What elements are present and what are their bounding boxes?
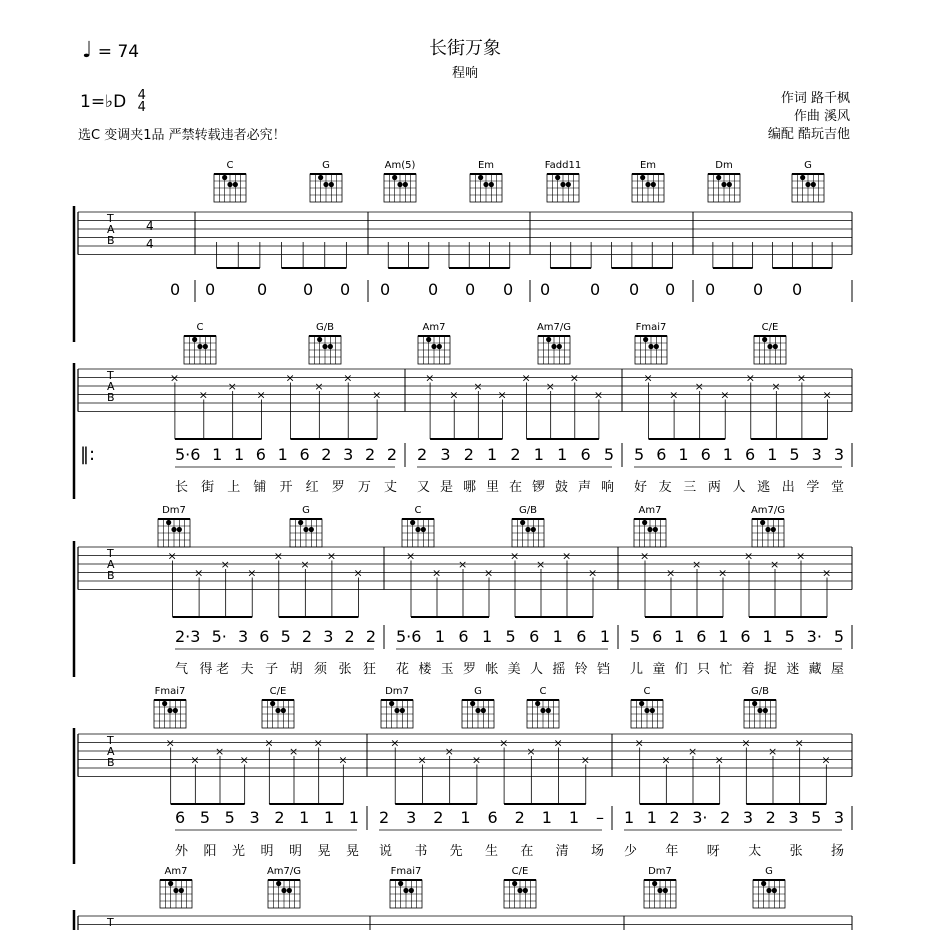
chord-name: Dm — [715, 160, 733, 171]
chord-name: Am7/G — [266, 866, 302, 877]
strum-x-mark: × — [661, 753, 671, 767]
chord-name: C — [196, 322, 204, 333]
finger-dot — [647, 527, 652, 532]
jianpu-measure: 5 6 1 6 1 6 1 5 3· 5 — [630, 627, 844, 646]
strum-x-mark: × — [425, 371, 435, 385]
finger-dot — [389, 701, 394, 706]
lyric-line: 花 楼 玉 罗 帐 美 人 摇 铃 铛 — [396, 662, 610, 677]
chord-name: Am7 — [164, 866, 188, 877]
strum-x-mark: × — [796, 549, 806, 563]
finger-dot — [303, 527, 308, 532]
strum-x-mark: × — [770, 558, 780, 571]
finger-dot — [644, 708, 649, 713]
finger-dot — [162, 701, 167, 706]
finger-dot — [560, 182, 565, 187]
jianpu-measure: 2·3 5· 3 6 5 2 3 2 2 — [175, 627, 376, 646]
tempo-marking: ♩ = 74 — [82, 38, 140, 63]
finger-dot — [437, 344, 442, 349]
composer: 作曲 溪风 — [793, 109, 850, 124]
strum-x-mark: × — [688, 745, 698, 758]
finger-dot — [166, 520, 171, 525]
finger-dot — [318, 175, 323, 180]
finger-dot — [752, 701, 757, 706]
strum-x-mark: × — [264, 736, 274, 750]
finger-dot — [403, 182, 408, 187]
chord-name: G — [302, 505, 310, 516]
chord-name: Em — [477, 160, 495, 171]
finger-dot — [546, 337, 551, 342]
strum-x-mark: × — [390, 736, 400, 750]
jianpu-measure: 6 5 5 3 2 1 1 1 — [175, 808, 359, 827]
strum-x-mark: × — [313, 736, 323, 750]
chord-name: C/E — [511, 866, 529, 877]
lyric-line: 气 得老 夫 子 胡 须 张 狂 — [175, 662, 376, 677]
finger-dot — [400, 708, 405, 713]
strum-x-mark: × — [593, 388, 604, 402]
finger-dot — [653, 527, 658, 532]
finger-dot — [203, 344, 208, 349]
strum-x-mark: × — [239, 753, 249, 767]
finger-dot — [398, 881, 403, 886]
finger-dot — [489, 182, 494, 187]
tab-clef-letter: B — [107, 756, 115, 769]
finger-dot — [483, 182, 488, 187]
beat-rest-number: 0 — [629, 280, 640, 299]
finger-dot — [645, 182, 650, 187]
finger-dot — [650, 708, 655, 713]
finger-dot — [173, 888, 178, 893]
strum-x-mark: × — [285, 371, 295, 385]
finger-dot — [757, 708, 762, 713]
jianpu-measure: 5 6 1 6 1 6 1 5 3 3 — [634, 445, 844, 464]
artist-name: 程响 — [451, 66, 478, 81]
jianpu-measure: 5·6 1 6 1 5 6 1 6 1 — [396, 627, 610, 646]
jianpu-measure: 5·6 1 1 6 1 6 2 3 2 2 — [175, 445, 397, 464]
strum-x-mark: × — [194, 566, 204, 580]
tab-clef-letter: T — [107, 369, 114, 382]
chord-name: Am7/G — [750, 505, 786, 516]
finger-dot — [475, 708, 480, 713]
finger-dot — [763, 708, 768, 713]
chord-name: C — [414, 505, 422, 516]
finger-dot — [557, 344, 562, 349]
finger-dot — [329, 182, 334, 187]
strum-x-mark: × — [745, 371, 755, 385]
strum-x-mark: × — [273, 549, 283, 563]
jianpu-measure: 2 3 2 1 2 1 1 6 5 — [417, 445, 614, 464]
strum-x-mark: × — [372, 388, 382, 402]
time-sig-tab: 4 — [146, 219, 154, 233]
finger-dot — [772, 888, 777, 893]
finger-dot — [760, 520, 765, 525]
beat-rest-number: 0 — [380, 280, 391, 299]
strum-x-mark: × — [553, 736, 563, 750]
strum-x-mark: × — [694, 380, 704, 393]
chord-name: Am(5) — [384, 160, 416, 171]
chord-name: G — [322, 160, 330, 171]
strum-x-mark: × — [473, 380, 483, 393]
finger-dot — [309, 527, 314, 532]
strum-x-mark: × — [821, 753, 831, 767]
strum-x-mark: × — [167, 549, 177, 563]
strum-x-mark: × — [545, 380, 555, 393]
finger-dot — [727, 182, 732, 187]
strum-x-mark: × — [718, 566, 728, 580]
chord-name: G/B — [316, 322, 334, 333]
chord-name: Dm7 — [648, 866, 672, 877]
lyricist: 作词 路千枫 — [780, 91, 850, 106]
chord-name: G — [804, 160, 812, 171]
chord-name: Am7/G — [536, 322, 572, 333]
finger-dot — [525, 527, 530, 532]
strum-x-mark: × — [588, 566, 598, 580]
lyric-line: 长 街 上 铺 开 红 罗 万 丈 — [175, 480, 397, 495]
beat-rest-number: 0 — [170, 280, 181, 299]
tab-clef-letter: B — [107, 569, 115, 582]
finger-dot — [773, 344, 778, 349]
finger-dot — [478, 175, 483, 180]
finger-dot — [410, 520, 415, 525]
tab-clef-letter: T — [107, 212, 114, 225]
finger-dot — [555, 175, 560, 180]
finger-dot — [470, 701, 475, 706]
finger-dot — [227, 182, 232, 187]
strum-x-mark: × — [794, 736, 804, 750]
finger-dot — [167, 708, 172, 713]
finger-dot — [517, 888, 522, 893]
strum-x-mark: × — [822, 566, 832, 580]
finger-dot — [287, 888, 292, 893]
beat-rest-number: 0 — [705, 280, 716, 299]
finger-dot — [663, 888, 668, 893]
strum-x-mark: × — [643, 371, 653, 385]
finger-dot — [328, 344, 333, 349]
finger-dot — [317, 337, 322, 342]
strum-x-mark: × — [353, 566, 363, 580]
chord-name: Am7 — [638, 505, 662, 516]
finger-dot — [281, 888, 286, 893]
finger-dot — [765, 527, 770, 532]
beat-rest-number: 0 — [465, 280, 476, 299]
strum-x-mark: × — [484, 566, 494, 580]
finger-dot — [323, 182, 328, 187]
strum-x-mark: × — [165, 736, 175, 750]
strum-x-mark: × — [449, 388, 459, 402]
tab-clef-letter: T — [107, 734, 114, 747]
beat-rest-number: 0 — [205, 280, 216, 299]
lyric-line: 儿 童 们 只 忙 着 捉 迷 藏 屋 — [630, 662, 844, 677]
strum-x-mark: × — [326, 549, 337, 563]
finger-dot — [179, 888, 184, 893]
finger-dot — [177, 527, 182, 532]
strum-x-mark: × — [406, 549, 416, 563]
chord-name: G — [765, 866, 773, 877]
finger-dot — [761, 881, 766, 886]
strum-x-mark: × — [714, 753, 724, 767]
beat-rest-number: 0 — [665, 280, 676, 299]
finger-dot — [639, 701, 644, 706]
time-sig-tab: 4 — [146, 237, 154, 251]
repeat-sign: ‖: — [80, 444, 96, 465]
arranger: 编配 酷玩吉他 — [767, 127, 850, 142]
finger-dot — [421, 527, 426, 532]
finger-dot — [546, 708, 551, 713]
finger-dot — [535, 701, 540, 706]
finger-dot — [222, 175, 227, 180]
finger-dot — [654, 344, 659, 349]
tab-clef-letter: A — [107, 380, 115, 393]
strum-x-mark: × — [580, 753, 590, 767]
strum-x-mark: × — [458, 558, 468, 571]
chord-name: Fmai7 — [154, 686, 186, 697]
finger-dot — [767, 344, 772, 349]
chord-name: C — [226, 160, 234, 171]
chord-name: Fmai7 — [390, 866, 422, 877]
finger-dot — [512, 881, 517, 886]
tab-clef-letter: A — [107, 558, 115, 571]
finger-dot — [233, 182, 238, 187]
strum-x-mark: × — [640, 549, 650, 563]
finger-dot — [481, 708, 486, 713]
strum-x-mark: × — [634, 736, 644, 750]
strum-x-mark: × — [215, 745, 225, 758]
finger-dot — [531, 527, 536, 532]
strum-x-mark: × — [220, 558, 230, 571]
capo-note: 选C 变调夹1品 严禁转载违者必究！ — [78, 128, 286, 143]
strum-x-mark: × — [256, 388, 266, 402]
strum-x-mark: × — [771, 380, 781, 393]
lyric-line: 少 年 呀 太 张 扬 — [624, 844, 844, 859]
strum-x-mark: × — [227, 380, 237, 393]
beat-rest-number: 0 — [540, 280, 551, 299]
strum-x-mark: × — [169, 371, 180, 385]
song-title: 长街万象 — [429, 38, 501, 59]
finger-dot — [426, 337, 431, 342]
strum-x-mark: × — [796, 371, 807, 385]
finger-dot — [275, 708, 280, 713]
strum-x-mark: × — [300, 558, 310, 571]
finger-dot — [168, 881, 173, 886]
chord-name: Am7 — [422, 322, 446, 333]
beat-rest-number: 0 — [340, 280, 351, 299]
finger-dot — [322, 344, 327, 349]
strum-x-mark: × — [190, 753, 200, 767]
strum-x-mark: × — [562, 549, 572, 563]
strum-x-mark: × — [526, 745, 536, 758]
finger-dot — [651, 182, 656, 187]
finger-dot — [197, 344, 202, 349]
beat-rest-number: 0 — [257, 280, 268, 299]
lyric-line: 说 书 先 生 在 清 场 — [379, 844, 604, 859]
finger-dot — [762, 337, 767, 342]
key-signature: 1=♭D 4 4 — [80, 88, 146, 115]
chord-name: C/E — [761, 322, 779, 333]
finger-dot — [281, 708, 286, 713]
strum-x-mark: × — [247, 566, 257, 580]
finger-dot — [523, 888, 528, 893]
beat-rest-number: 0 — [792, 280, 803, 299]
finger-dot — [276, 881, 281, 886]
lyric-line: 又 是 哪 里 在 锣 鼓 声 响 — [417, 480, 614, 495]
beat-rest-number: 0 — [590, 280, 601, 299]
chord-name: G — [474, 686, 482, 697]
strum-x-mark: × — [768, 745, 778, 758]
strum-x-mark: × — [510, 549, 520, 563]
finger-dot — [520, 520, 525, 525]
finger-dot — [566, 182, 571, 187]
strum-x-mark: × — [314, 380, 324, 393]
finger-dot — [643, 337, 648, 342]
finger-dot — [431, 344, 436, 349]
strum-x-mark: × — [741, 736, 751, 750]
strum-x-mark: × — [521, 371, 531, 385]
finger-dot — [648, 344, 653, 349]
beat-rest-number: 0 — [503, 280, 514, 299]
finger-dot — [192, 337, 197, 342]
finger-dot — [397, 182, 402, 187]
tab-clef-letter: B — [107, 391, 115, 404]
tab-clef-letter: A — [107, 745, 115, 758]
finger-dot — [652, 881, 657, 886]
tab-clef-letter: T — [107, 916, 114, 929]
strum-x-mark: × — [471, 753, 482, 767]
finger-dot — [800, 175, 805, 180]
strum-x-mark: × — [444, 745, 454, 758]
finger-dot — [805, 182, 810, 187]
chord-name: Fmai7 — [635, 322, 667, 333]
jianpu-measure: 2 3 2 1 6 2 1 1 – — [379, 808, 604, 827]
finger-dot — [640, 175, 645, 180]
finger-dot — [657, 888, 662, 893]
finger-dot — [551, 344, 556, 349]
tab-clef-letter: A — [107, 223, 115, 236]
chord-name: Fadd11 — [544, 160, 582, 171]
strum-x-mark: × — [499, 736, 509, 750]
finger-dot — [642, 520, 647, 525]
finger-dot — [394, 708, 399, 713]
strum-x-mark: × — [343, 371, 353, 385]
finger-dot — [771, 527, 776, 532]
finger-dot — [392, 175, 397, 180]
finger-dot — [171, 527, 176, 532]
tab-clef-letter: T — [107, 547, 114, 560]
finger-dot — [766, 888, 771, 893]
beat-rest-number: 0 — [753, 280, 764, 299]
strum-x-mark: × — [692, 558, 702, 571]
finger-dot — [415, 527, 420, 532]
strum-x-mark: × — [569, 371, 579, 385]
strum-x-mark: × — [536, 558, 546, 571]
chord-name: C — [643, 686, 651, 697]
chord-name: C — [539, 686, 547, 697]
beat-rest-number: 0 — [303, 280, 314, 299]
chord-name: Em — [639, 160, 657, 171]
strum-x-mark: × — [669, 388, 679, 402]
strum-x-mark: × — [720, 388, 730, 402]
finger-dot — [721, 182, 726, 187]
jianpu-measure: 1 1 2 3· 2 3 2 3 5 3 — [624, 808, 844, 827]
tab-clef-letter: B — [107, 234, 115, 247]
strum-x-mark: × — [744, 549, 754, 563]
finger-dot — [409, 888, 414, 893]
strum-x-mark: × — [666, 566, 676, 580]
strum-x-mark: × — [289, 745, 299, 758]
lyric-line: 好 友 三 两 人 逃 出 学 堂 — [634, 480, 844, 495]
lyric-line: 外 阳 光 明 明 晃 晃 — [175, 844, 359, 859]
chord-name: C/E — [269, 686, 287, 697]
quarter-note-icon: ♩ — [82, 38, 93, 63]
chord-name: Dm7 — [162, 505, 186, 516]
chord-name: Dm7 — [385, 686, 409, 697]
finger-dot — [173, 708, 178, 713]
finger-dot — [298, 520, 303, 525]
strum-x-mark: × — [432, 566, 442, 580]
strum-x-mark: × — [822, 388, 832, 402]
chord-name: G/B — [519, 505, 537, 516]
beat-rest-number: 0 — [428, 280, 439, 299]
finger-dot — [811, 182, 816, 187]
finger-dot — [540, 708, 545, 713]
strum-x-mark: × — [198, 388, 208, 402]
strum-x-mark: × — [338, 753, 348, 767]
strum-x-mark: × — [417, 753, 427, 767]
finger-dot — [716, 175, 721, 180]
chord-name: G/B — [751, 686, 769, 697]
strum-x-mark: × — [497, 388, 507, 402]
finger-dot — [270, 701, 275, 706]
finger-dot — [403, 888, 408, 893]
